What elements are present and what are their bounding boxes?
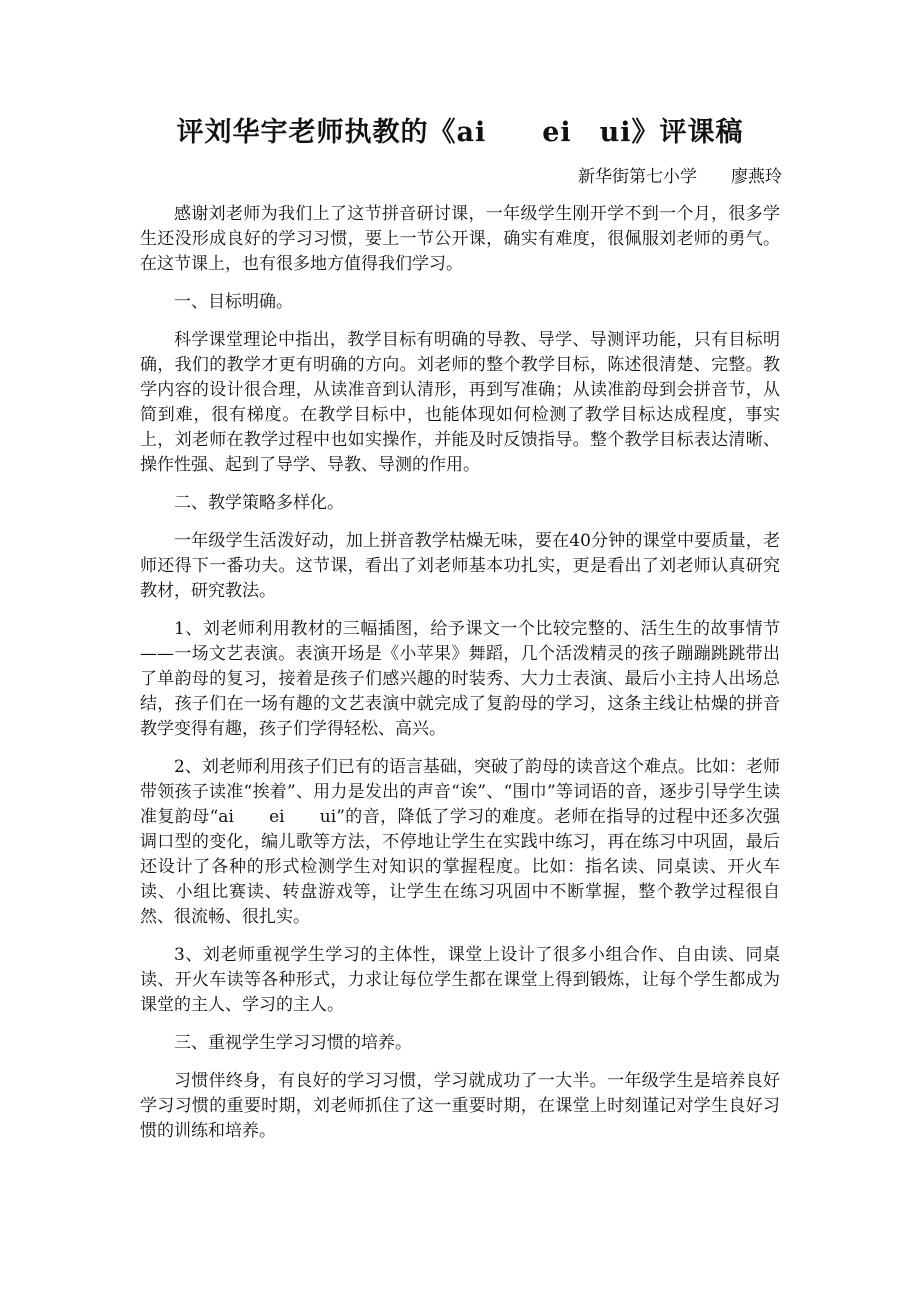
document-body <box>140 202 780 1157</box>
paragraph-intro: 感谢刘老师为我们上了这节拼音研讨课，一年级学生刚开学不到一个月，很多学生还没形成良好的学习习惯，要上一节公开课，确实有难度，很佩服刘老师的勇气。在这节课上，也有很多地方值得我们学习。 <box>140 204 780 274</box>
section-heading-2: 二、教学策略多样化。 <box>174 493 344 513</box>
section-heading-3: 三、重视学生学习习惯的培养。 <box>174 1033 412 1053</box>
paragraph-strategy-1: 1、刘老师利用教材的三幅插图，给予课文一个比较完整的、活生生的故事情节——一场文艺表演。表演开场是《小苹果》舞蹈，几个活泼精灵的孩子蹦蹦跳跳带出了单韵母的复习，接着是孩子们感兴趣的时装秀、大力士表演、最后小主持人出场总结，孩子们在一场有趣的文艺表演中就完成了复韵母的学习，这条主线让枯燥的拼音教学变得有趣，孩子们学得轻松、高兴。 <box>140 619 780 739</box>
section-heading-1: 一、目标明确。 <box>174 292 293 312</box>
paragraph-habits: 习惯伴终身，有良好的学习习惯，学习就成功了一大半。一年级学生是培养良好学习习惯的重要时期，刘老师抓住了这一重要时期，在课堂上时刻谨记对学生良好习惯的训练和培养。 <box>140 1071 780 1141</box>
document-title: 评刘华宇老师执教的《ai ei ui》评课稿 <box>176 117 744 148</box>
paragraph-strategy-2: 2、刘老师利用孩子们已有的语言基础，突破了韵母的读音这个难点。比如：老师带领孩子读准“挨着”、用力是发出的声音“诶”、“围巾”等词语的音，逐步引导学生读准复韵母“ai ei ui”的音，降低了学习的难度。老师在指导的过程中还多次强调口型的变化，编儿歌等方法，不停地让学生在实践中练习，再在练习中巩固，最后还设计了各种的形式检测学生对知识的掌握程度。比如：指名读、同桌读、开火车读、小组比赛读、转盘游戏等，让学生在练习巩固中不断掌握，整个教学过程很自然、很流畅、很扎实。 <box>140 757 780 927</box>
author-line: 新华街第七小学 廖燕玲 <box>578 167 782 187</box>
paragraph-goals: 科学课堂理论中指出，教学目标有明确的导教、导学、导测评功能，只有目标明确，我们的教学才更有明确的方向。刘老师的整个教学目标，陈述很清楚、完整。教学内容的设计很合理，从读准音到认清形，再到写准确；从读准韵母到会拼音节，从简到难，很有梯度。在教学目标中，也能体现如何检测了教学目标达成程度，事实上，刘老师在教学过程中也如实操作，并能及时反馈指导。整个教学目标表达清晰、操作性强、起到了导学、导教、导测的作用。 <box>140 330 780 475</box>
paragraph-strategy-intro: 一年级学生活泼好动，加上拼音教学枯燥无味，要在40分钟的课堂中要质量，老师还得下一番功夫。这节课，看出了刘老师基本功扎实，更是看出了刘老师认真研究教材，研究教法。 <box>140 531 780 601</box>
paragraph-strategy-3: 3、刘老师重视学生学习的主体性，课堂上设计了很多小组合作、自由读、同桌读、开火车读等各种形式，力求让每位学生都在课堂上得到锻炼，让每个学生都成为课堂的主人、学习的主人。 <box>140 945 780 1015</box>
